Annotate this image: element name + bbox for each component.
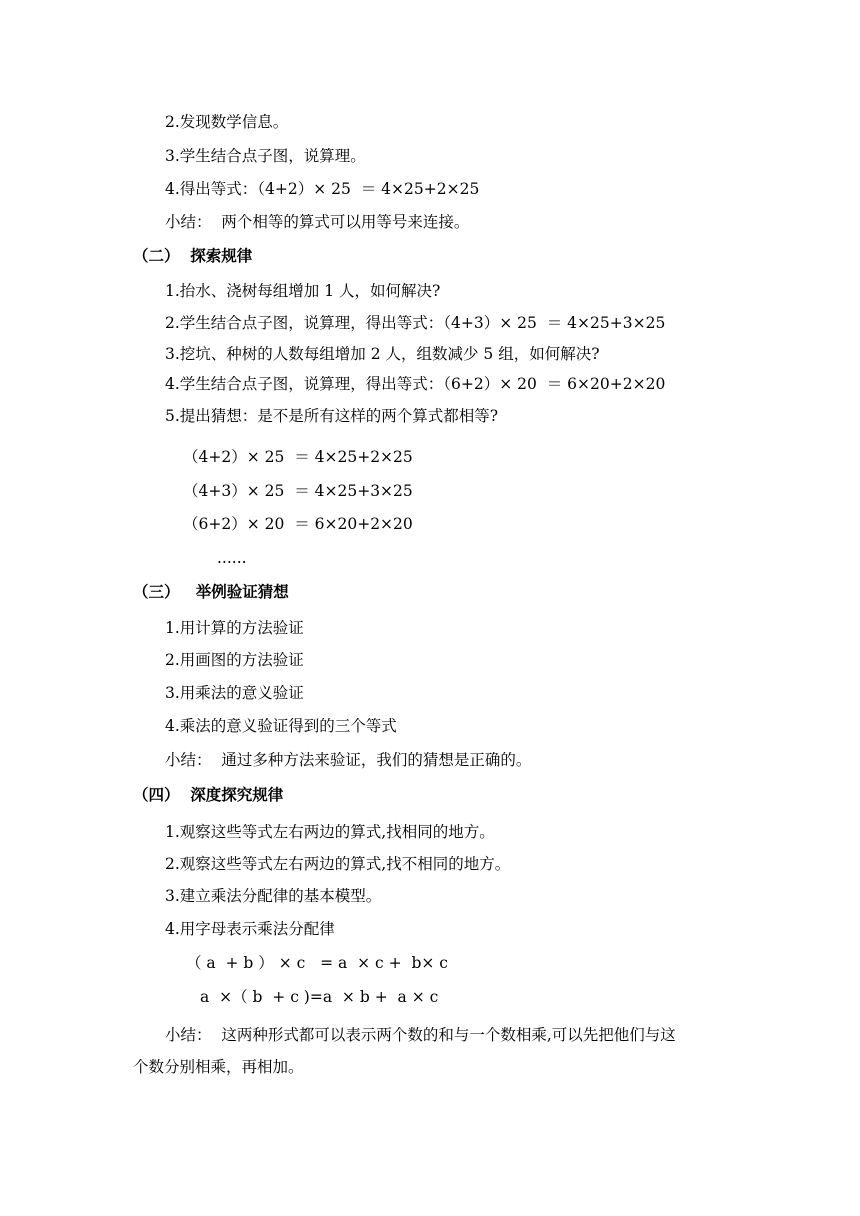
list-item: 2.用画图的方法验证 xyxy=(165,651,304,669)
summary-text: 小结： 两个相等的算式可以用等号来连接。 xyxy=(165,213,470,231)
equation: （6+2）× 20 ＝ 6×20+2×20 xyxy=(183,515,413,533)
list-item: 3.学生结合点子图，说算理。 xyxy=(165,147,366,165)
list-item: 1.用计算的方法验证 xyxy=(165,619,304,637)
list-item: 4.学生结合点子图，说算理，得出等式：（6+2）× 20 ＝ 6×20+2×20 xyxy=(165,375,666,393)
list-item: 1.观察这些等式左右两边的算式,找相同的地方。 xyxy=(165,823,495,841)
list-item: 5.提出猜想：是不是所有这样的两个算式都相等? xyxy=(165,407,499,425)
list-item: 3.挖坑、种树的人数每组增加 2 人，组数减少 5 组，如何解决? xyxy=(165,345,600,363)
list-item: 1.抬水、浇树每组增加 1 人，如何解决? xyxy=(165,282,441,300)
formula: （ a + b ） × c = a × c + b× c xyxy=(186,954,448,972)
list-item: 2.发现数学信息。 xyxy=(165,113,289,131)
list-item: 2.学生结合点子图，说算理，得出等式：（4+3）× 25 ＝ 4×25+3×25 xyxy=(165,314,666,332)
list-item: 3.建立乘法分配律的基本模型。 xyxy=(165,887,382,905)
list-item: 4.得出等式：（4+2）× 25 ＝ 4×25+2×25 xyxy=(165,180,480,198)
list-item: 4.用字母表示乘法分配律 xyxy=(165,920,335,938)
formula: a ×（ b + c )=a × b + a × c xyxy=(200,988,439,1006)
list-item: 4.乘法的意义验证得到的三个等式 xyxy=(165,717,397,735)
summary-text: 小结： 这两种形式都可以表示两个数的和与一个数相乘,可以先把他们与这 xyxy=(165,1026,676,1044)
section-heading: （三） 举例验证猜想 xyxy=(133,583,289,601)
equation: （4+3）× 25 ＝ 4×25+3×25 xyxy=(183,482,413,500)
ellipsis: ...... xyxy=(217,549,247,567)
list-item: 2.观察这些等式左右两边的算式,找不相同的地方。 xyxy=(165,855,511,873)
summary-text: 个数分别相乘，再相加。 xyxy=(133,1058,304,1076)
section-heading: （四） 深度探究规律 xyxy=(133,786,284,804)
section-heading: （二） 探索规律 xyxy=(133,247,253,265)
equation: （4+2）× 25 ＝ 4×25+2×25 xyxy=(183,448,413,466)
summary-text: 小结： 通过多种方法来验证，我们的猜想是正确的。 xyxy=(165,751,532,769)
list-item: 3.用乘法的意义验证 xyxy=(165,684,304,702)
